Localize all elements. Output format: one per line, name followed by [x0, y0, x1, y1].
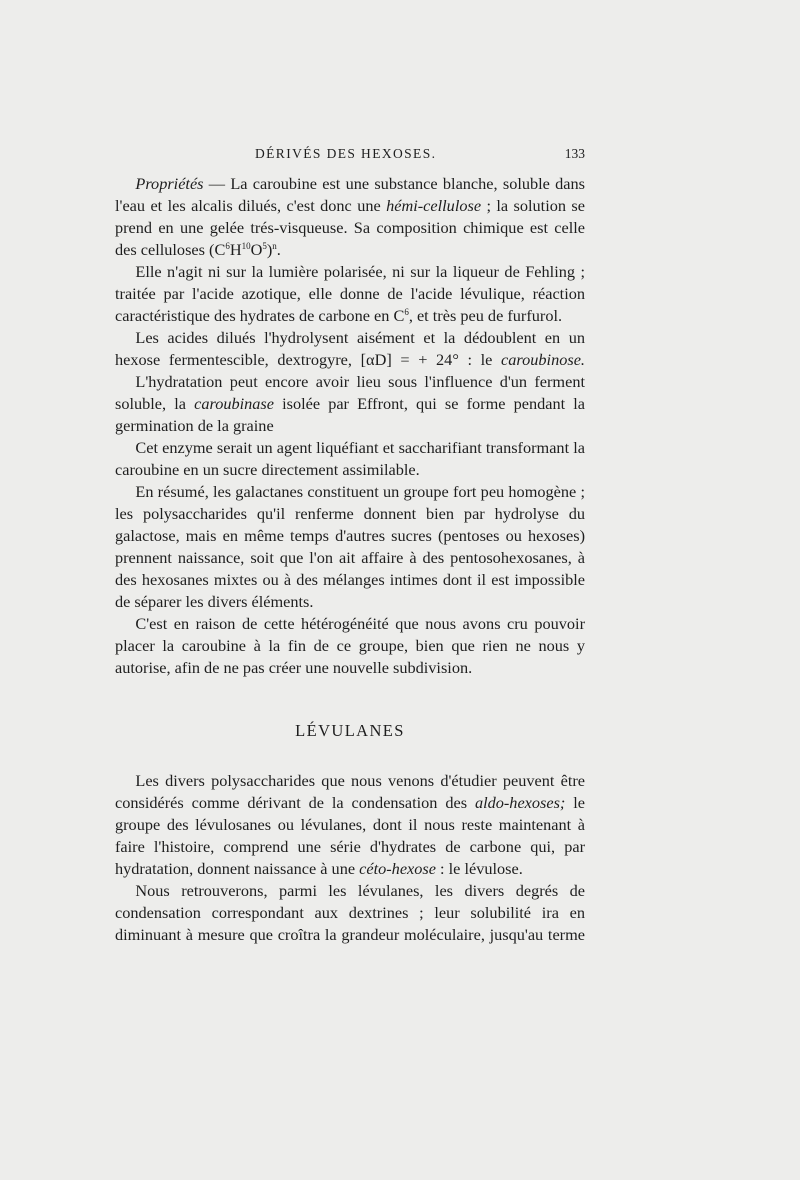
body-text-lower [115, 770, 585, 946]
section-title: LÉVULANES [295, 721, 405, 740]
paragraph-hydrolyse [115, 327, 585, 371]
paragraph-polarisation [115, 261, 585, 327]
page-number: 133 [564, 146, 585, 161]
running-title: DÉRIVÉS DES HEXOSES. [255, 146, 437, 161]
text-run: le groupe des lévulosanes ou lévulanes, dont il nous reste maintenant à faire l'histoire, comprend une série d'hydrates de carbone qui, par hydratation, donnent naissance à une [115, 793, 585, 878]
emphasis: caroubinase [194, 394, 274, 413]
paragraph-resume: En résumé, les galactanes constituent un groupe fort peu homogène ; les polysaccharides qu'il renferme donnent bien par hydrolyse du galactose, mais en même temps d'autres sucres (pentoses ou hexoses) prennent naissance, soit que l'on ait affaire à des pentosohexosanes, à des hexosanes mixtes ou à des mélanges intimes dont il est impossible de séparer les divers éléments. [115, 482, 585, 611]
text-run: — La caroubine est une substance blanche, soluble dans l'eau et les alcalis dilués, c'est donc une [115, 174, 585, 215]
emphasis: hémi-cellulose [386, 196, 482, 215]
emphasis: aldo-hexoses; [474, 793, 566, 812]
text-run: , et très peu de furfurol. [408, 306, 563, 325]
body-text-upper [115, 173, 585, 679]
text-run: H [229, 240, 242, 259]
text-run: L'hydratation peut encore avoir lieu sous l'influence d'un ferment soluble, la [115, 372, 585, 413]
paragraph-enzyme: Cet enzyme serait un agent liquéfiant et saccharifiant transformant la caroubine en un sucre directement assimilable. [115, 438, 585, 479]
page-header [115, 146, 585, 166]
superscript: 6 [404, 307, 409, 317]
text-run: . [276, 240, 281, 259]
text-run: ; la solution se prend en une gelée trés-visqueuse. Sa composition chimique est celle des celluloses (C [115, 196, 585, 259]
text-run: : le lévulose. [435, 859, 523, 878]
superscript: 5 [262, 241, 267, 251]
paragraph-proprietes [115, 173, 585, 261]
text-run: Les acides dilués l'hydrolysent aisément et la dédoublent en un hexose fermentescible, dextrogyre, [αD] = + 24° : le [115, 328, 585, 369]
paragraph-conclusion: C'est en raison de cette hétérogénéité que nous avons cru pouvoir placer la caroubine à la fin de ce groupe, bien que rien ne nous y autorise, afin de ne pas créer une nouvelle subdivision. [115, 614, 585, 677]
emphasis: caroubinose. [501, 350, 585, 369]
superscript: 10 [241, 241, 251, 251]
superscript: 6 [225, 241, 230, 251]
text-run: ) [266, 240, 273, 259]
text-run: Les divers polysaccharides que nous venons d'étudier peuvent être considérés comme dérivant de la condensation des [115, 771, 585, 812]
emphasis: céto-hexose [359, 859, 436, 878]
paragraph-hydratation [115, 371, 585, 437]
superscript: n [272, 241, 277, 251]
text-run: O [250, 240, 263, 259]
text-run: isolée par Effront, qui se forme pendant la germination de la graine [115, 394, 585, 435]
text-run: Elle n'agit ni sur la lumière polarisée, ni sur la liqueur de Fehling ; traitée par l'acide azotique, elle donne de l'acide lévulique, réaction caractéristique des hydrates de carbone en C [115, 262, 585, 325]
paragraph-lead: Propriétés [135, 174, 204, 193]
paragraph-condensation: Nous retrouverons, parmi les lévulanes, les divers degrés de condensation correspondant aux dextrines ; leur solubilité ira en diminuant à mesure que croîtra la grandeur moléculaire, jusqu'au terme [115, 881, 585, 944]
paragraph-levulanes-intro [115, 770, 585, 880]
